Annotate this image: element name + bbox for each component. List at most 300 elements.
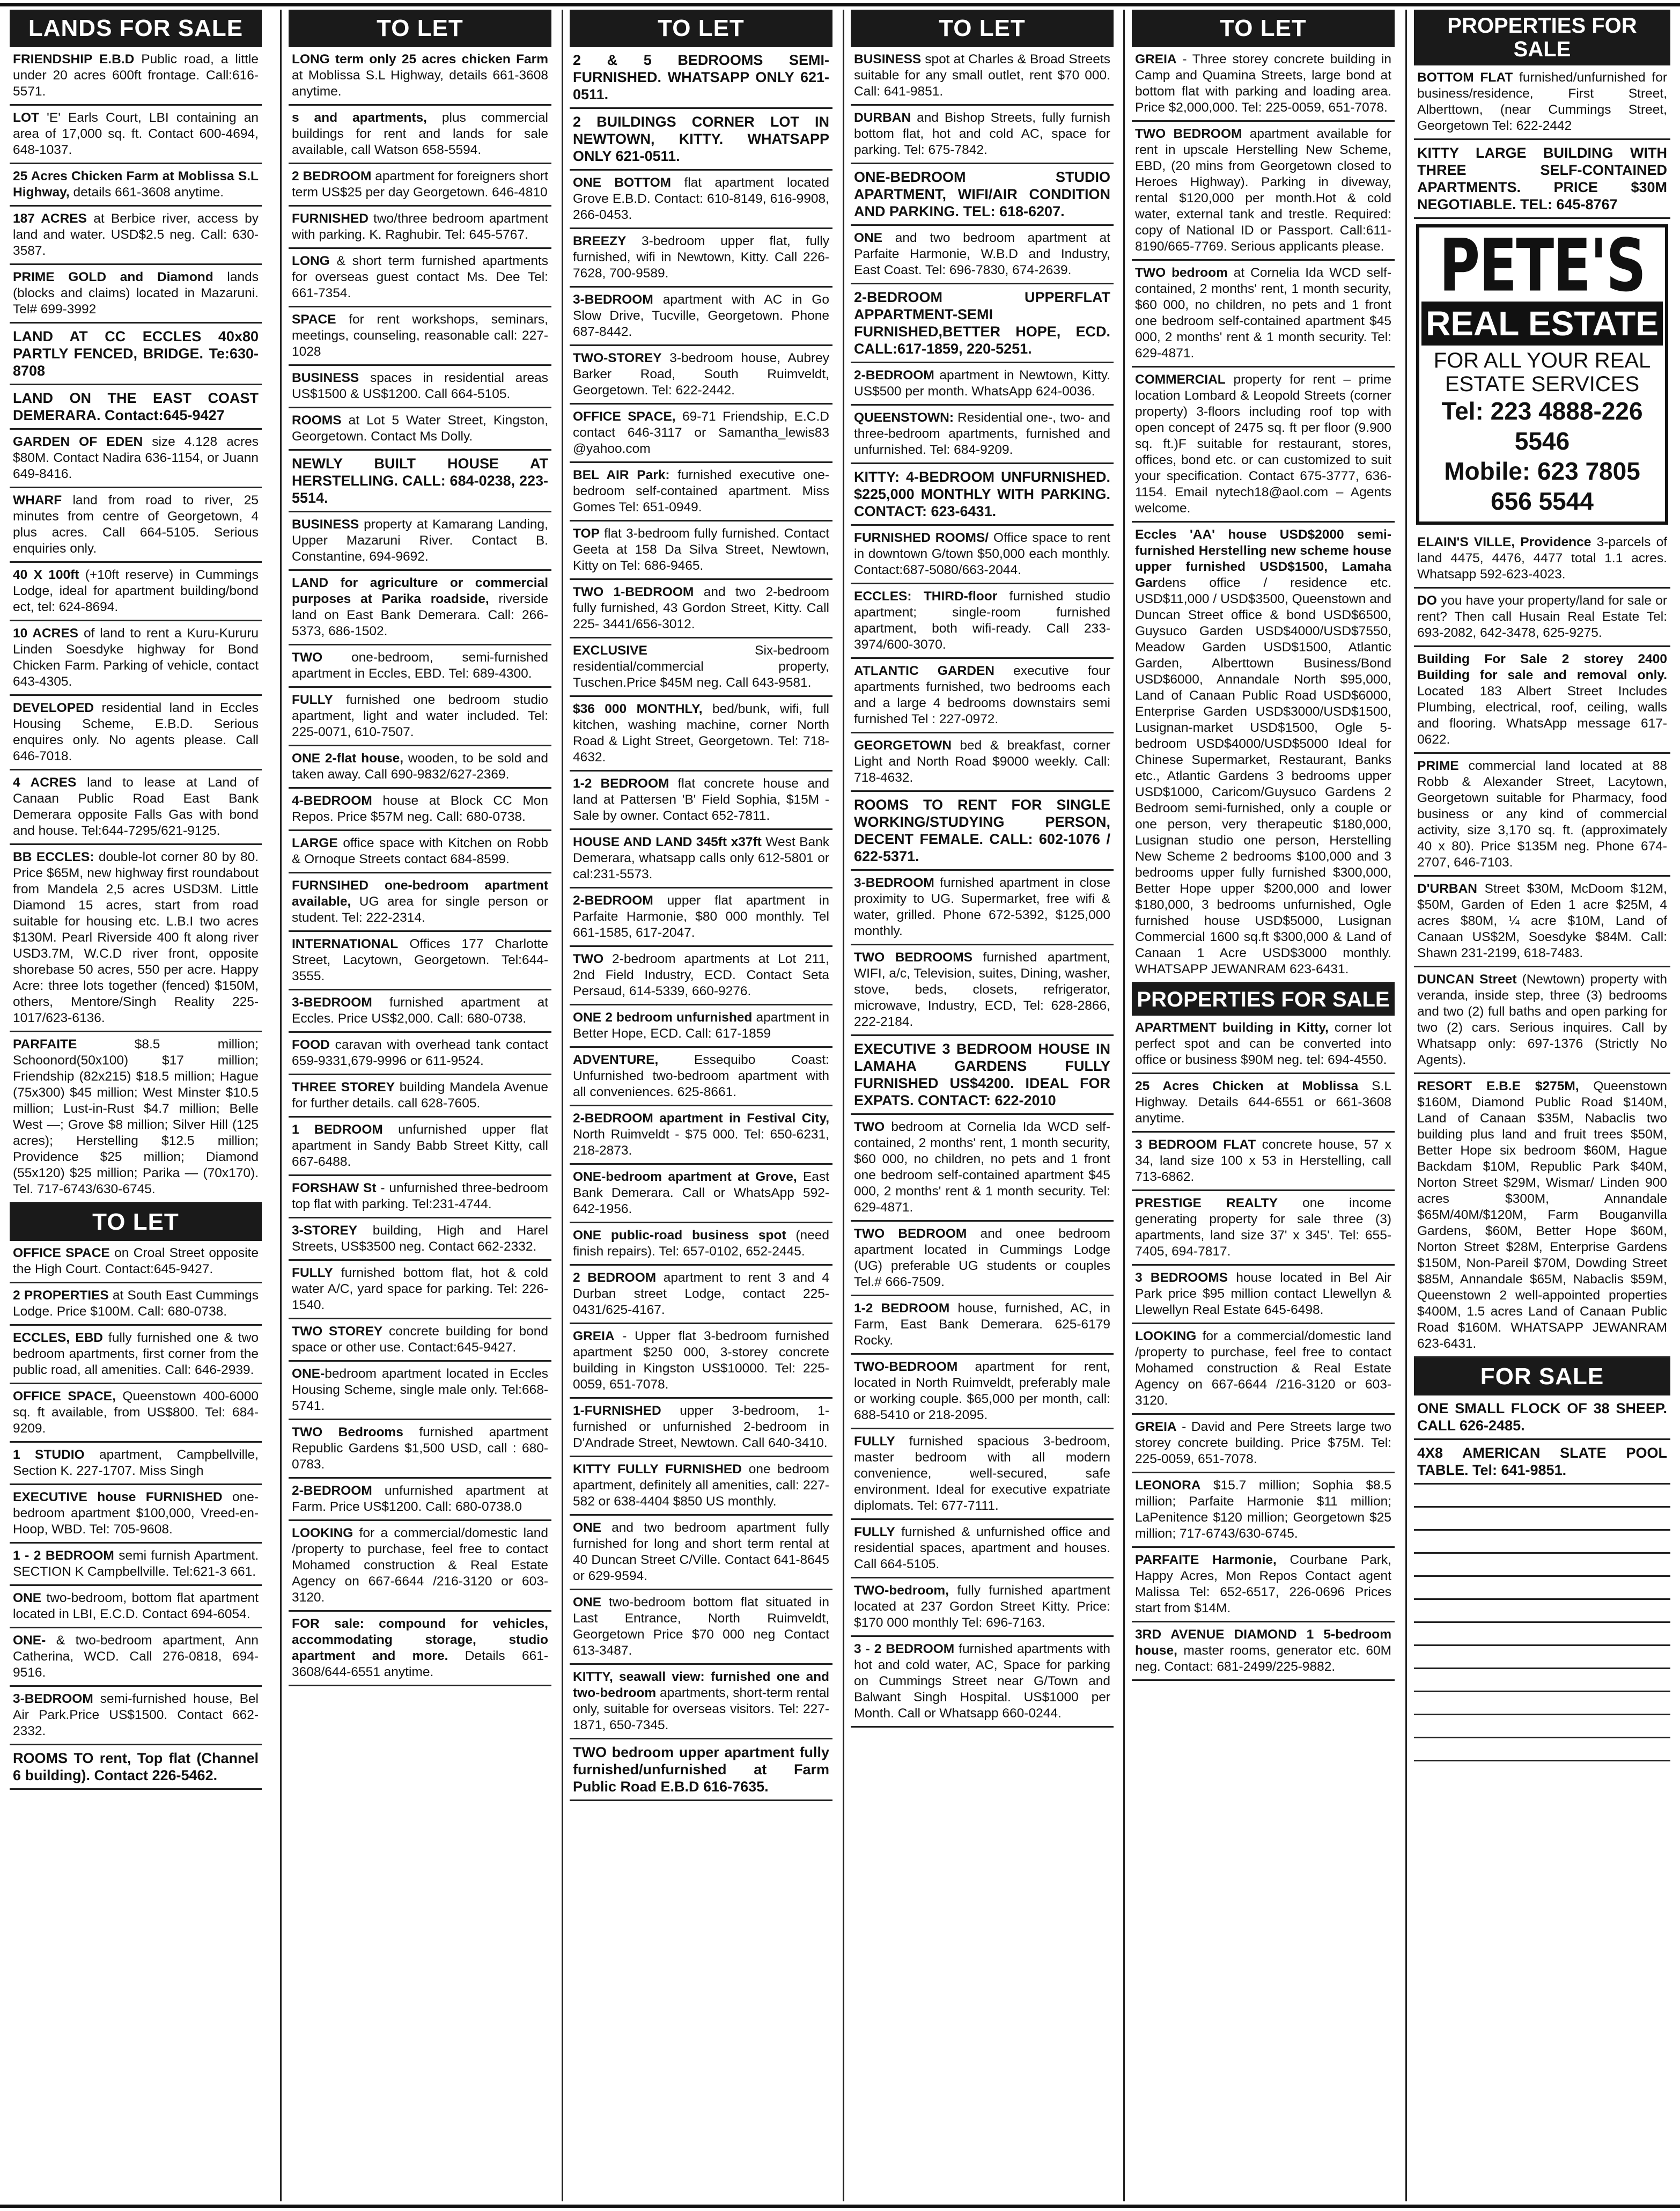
classified-ad xyxy=(289,688,551,746)
classified-ad xyxy=(289,1362,551,1420)
blank-line xyxy=(1414,1554,1670,1577)
section-header: PROPERTIES FOR SALE xyxy=(1414,10,1670,65)
ad-lead: ONE xyxy=(573,1595,602,1610)
classified-ad xyxy=(851,792,1114,871)
classified-ad xyxy=(10,621,262,696)
ad-lead: s and apartments, xyxy=(292,111,427,125)
classified-ad xyxy=(570,1590,832,1665)
logo-tagline: FOR ALL YOUR REAL ESTATE SERVICES xyxy=(1433,349,1651,396)
classified-ad xyxy=(289,1033,551,1075)
ad-lead: BUSINESS xyxy=(292,517,359,532)
ad-lead: GARDEN OF EDEN xyxy=(13,435,143,449)
ad-body: two-bedroom, bottom flat apartment located in LBI, E.C.D. Contact 694-6054. xyxy=(13,1591,259,1621)
classified-ad xyxy=(1132,1473,1395,1548)
ad-lead: 3 BEDROOMS xyxy=(1135,1270,1228,1285)
ad-body: wooden, to be sold and taken away. Call 690-9832/627-2369. xyxy=(292,751,548,782)
ad-body: apartments, short-term rental only, suitable for overseas visitors. Tel: 227-1871, 650-7345. xyxy=(573,1686,829,1732)
petes-real-estate-logo xyxy=(1416,224,1668,525)
ad-body: and two 2-bedroom fully furnished, 43 Gordon Street, Kitty. Call 225- 3441/656-3012. xyxy=(573,585,830,631)
classified-ad xyxy=(570,1165,832,1223)
ad-lead: BEL AIR Park: xyxy=(573,468,670,482)
classified-ad xyxy=(10,265,262,324)
column-lands-for-sale xyxy=(10,10,262,2201)
section-header: PROPERTIES FOR SALE xyxy=(1132,983,1395,1016)
classified-ad xyxy=(289,1420,551,1479)
classified-ad xyxy=(10,1326,262,1384)
ad-lead: 40 X 100ft xyxy=(13,568,79,582)
classified-ad xyxy=(10,1628,262,1687)
ad-body: building Mandela Avenue for further details. call 628-7605. xyxy=(292,1080,548,1111)
ad-lead: TWO xyxy=(292,650,323,665)
ad-lead: FULLY xyxy=(292,693,333,707)
ad-lead: FURNSIHED one-bedroom apartment available, xyxy=(292,878,548,909)
column-to-let-1 xyxy=(289,10,551,2201)
classified-ad xyxy=(851,945,1114,1036)
column-divider xyxy=(562,10,563,2201)
ad-lead: 4X8 AMERICAN SLATE POOL TABLE. Tel: 641-9851. xyxy=(1417,1445,1667,1478)
classified-ad xyxy=(289,1075,551,1118)
classified-ad xyxy=(1414,65,1670,140)
classified-ad xyxy=(851,363,1114,406)
classified-ad xyxy=(570,1516,832,1590)
blank-line xyxy=(1414,1623,1670,1646)
ad-body: lands (blocks and claims) located in Mazaruni. Tel# 699-3992 xyxy=(13,270,259,317)
ad-lead: 2-BEDROOM xyxy=(292,1483,372,1498)
classified-ad xyxy=(851,659,1114,733)
ad-body: furnished & unfurnished office and residential spaces, apartment and houses. Call 664-5105. xyxy=(854,1525,1110,1571)
ad-body: dens office / residence etc. USD$11,000 / USD$3500, Queenstown and Duncan Street office & bond USD$6500, Guysuco Garden USD$4000/USD$7550, Meadow Garden USD$1500, Atlantic Garden, Alberttown Business/Bond USD$6000, Annandale North $95,000, Land of Canaan Public Road USD$6000, Enterprise Garden USD$3000/USD$1500, Lusignan-market USD$1500, Ogle 5-bedroom USD$4000/USD$5000 Ideal for Chinese Supermarket, Restaurant, Banks etc., Atlantic Gardens 3 bedrooms upper USD$1000, Caricom/Guysuco Gardens 2 Bedroom semi-furnished, only a couple or one person, very therapeutic $180,000, Lusignan studio one person, Herstelling New Scheme 2 bedrooms $100,000 and 3 bedrooms upper fully furnished $300,000, Better Hope upper $200,000 and lower $180,000, 3 bedrooms unfurnished, Ogle furnished house USD$5000, Lusignan Commercial 1600 sq.ft $300,000 & Land of Canaan 1 Acre USD$3000 monthly. WHATSAPP JEWANRAM 623-6431. xyxy=(1135,576,1391,976)
column-to-let-4 xyxy=(1132,10,1395,2201)
ad-body: residential land in Eccles Housing Scheme, E.B.D. Serious enquires only. No agents please. Call 646-7018. xyxy=(13,701,259,763)
classified-ad xyxy=(570,1106,832,1165)
classified-ad xyxy=(10,324,262,385)
ad-lead: DEVELOPED xyxy=(13,701,94,715)
classified-ad xyxy=(570,346,832,405)
ad-body: upper flat apartment in Parfaite Harmonie, $80 000 monthly. Tel 661-1585, 617-2047. xyxy=(573,893,829,940)
classified-ad xyxy=(851,1222,1114,1296)
ad-body: for rent workshops, seminars, meetings, counseling, reasonable call: 227-1028 xyxy=(292,312,548,359)
classified-ad xyxy=(851,526,1114,584)
ad-lead: COMMERCIAL xyxy=(1135,372,1226,387)
ad-lead: ROOMS xyxy=(292,413,342,428)
classified-ad xyxy=(570,521,832,580)
ad-lead: 3 - 2 BEDROOM xyxy=(854,1642,955,1656)
ad-body: North Ruimveldt - $75 000. Tel: 650-6231, 218-2873. xyxy=(573,1127,829,1158)
classified-ad xyxy=(289,1612,551,1686)
ad-lead: GREIA xyxy=(1135,52,1177,67)
ad-body: corner lot perfect spot and can be converted into office or business $90M neg. tel: 694-4550. xyxy=(1135,1020,1391,1067)
ad-lead: ONE public-road business spot xyxy=(573,1228,786,1243)
blank-line xyxy=(1414,1692,1670,1715)
classified-ad xyxy=(570,638,832,697)
ad-lead: 25 Acres Chicken at Moblissa xyxy=(1135,1079,1359,1093)
ad-lead: PRESTIGE REALTY xyxy=(1135,1196,1278,1210)
section-header: TO LET xyxy=(10,1203,262,1241)
ad-body: Courbane Park, Happy Acres, Mon Repos Contact agent Malissa Tel: 652-6517, 226-0696 Prices start from $14M. xyxy=(1135,1553,1391,1615)
ad-body: flat apartment located Grove E.B.D. Contact: 610-8149, 616-9908, 266-0453. xyxy=(573,175,830,222)
ad-lead: HOUSE AND LAND 345ft x37ft xyxy=(573,835,762,849)
ad-body: 3-bedroom upper flat, fully furnished, wifi in Newtown, Kitty. Call 226-7628, 700-9589. xyxy=(573,234,829,281)
classified-ad xyxy=(570,229,832,288)
classified-ad xyxy=(570,888,832,947)
ad-body: furnished studio apartment; single-room furnished apartment, both wifi-ready. Call 233-3974/600-3070. xyxy=(854,589,1110,652)
ad-lead: 2 & 5 BEDROOMS SEMI-FURNISHED. WHATSAPP ONLY 621-0511. xyxy=(573,52,829,102)
ad-body: Queenstown $160M, Diamond Public Road $140M, Land of Canaan $35M, Nabaclis two building plus land and fruit trees $50M, Better Hope six bedroom $60M, Hague Backdam $10M, Republic Park $40M, Norton Street $29M, Wismar/ Linden 900 acres $300M, Annandale $65M/40M/$120M, Farm Bouganvilla Gardens, $60M, Better Hope $60M, Norton Street $28M, Enterprise Gardens $150M, Non-Pareil $70M, Dowding Street $85M, Annandale $65M, Nabaclis $59M, Queenstown 2 well-appointed properties $400M, 1.5 acres Land of Canaan Public Road $160M. WHATSAPP JEWANRAM 623-6431. xyxy=(1417,1079,1667,1351)
classified-ad xyxy=(10,1283,262,1326)
classified-ad xyxy=(289,366,551,408)
ad-body: bedroom at Cornelia Ida WCD self-contained, 2 months' rent, 1 month security, $60 000, no children, no pets and 1 front one bedroom self-contained apartment $45 000, 2 months' rent & 1 month security. Tel: 629-4871. xyxy=(854,1120,1110,1215)
ad-body: and two bedroom apartment fully furnished for long and short term rental at 40 Duncan Street C/Ville. Contact 641-8645 or 629-9594. xyxy=(573,1520,829,1583)
classified-ad xyxy=(851,1036,1114,1115)
ad-lead: KITTY FULLY FURNISHED xyxy=(573,1462,742,1477)
ad-lead: $36 000 MONTHLY, xyxy=(573,702,703,716)
ad-lead: ONE-BEDROOM STUDIO APARTMENT, WIFI/AIR CONDITION AND PARKING. TEL: 618-6207. xyxy=(854,169,1110,219)
ad-lead: 2 BEDROOM xyxy=(573,1270,657,1285)
ad-lead: 3-BEDROOM xyxy=(573,292,653,307)
ad-lead: TOP xyxy=(573,526,600,541)
classified-ad xyxy=(1132,1415,1395,1473)
classified-ad xyxy=(289,249,551,307)
ad-body: and Bishop Streets, fully furnish bottom flat, hot and cold AC, space for parking. Tel: 675-7842. xyxy=(854,111,1110,157)
ad-body: commercial land located at 88 Robb & Alexander Street, Lacytown, Georgetown suitable for Pharmacy, food business or any kind of commercial activity, size 3,170 sq. ft. (approximately 40 x 80). Price $135M neg. Phone 674-2707, 646-7103. xyxy=(1417,759,1667,870)
ad-body: fully furnished apartment located at 237 Gordon Street Kitty. Price: $170 000 monthly Tel: 696-7163. xyxy=(854,1583,1110,1630)
ad-lead: FORSHAW St xyxy=(292,1181,377,1195)
ad-body: two-bedroom bottom flat situated in Last Entrance, North Ruimveldt, Georgetown Price $70 000 neg Contact 613-3487. xyxy=(573,1595,829,1658)
ad-lead: ONE xyxy=(573,1520,602,1535)
ad-lead: TWO 1-BEDROOM xyxy=(573,585,694,599)
classified-ad xyxy=(570,463,832,521)
ad-lead: TWO Bedrooms xyxy=(292,1425,403,1439)
logo-mobile: Mobile: 623 7805 656 5544 xyxy=(1444,457,1640,515)
ad-body: you have your property/land for sale or rent? Then call Husain Real Estate Tel: 693-2082, 642-3478, 625-9275. xyxy=(1417,593,1667,640)
classified-ad xyxy=(289,1319,551,1362)
ad-lead: FURNISHED ROOMS/ xyxy=(854,531,989,545)
ad-body: land from road to river, 25 minutes from centre of Georgetown, 4 plus acres. Call 664-5105. Serious enquiries only. xyxy=(13,493,259,556)
ad-body: $15.7 million; Sophia $8.5 million; Parfaite Harmonie $11 million; LaPenitence $120 million; Georgetown $25 million; 717-6743/630-6745. xyxy=(1135,1478,1391,1541)
ad-lead: 1 BEDROOM xyxy=(292,1122,383,1137)
classified-ad xyxy=(289,873,551,932)
ad-body: - David and Pere Streets large two storey concrete building. Price $75M. Tel: 225-0059, 651-7078. xyxy=(1135,1420,1391,1466)
ad-lead: GREIA xyxy=(573,1329,615,1343)
ad-body: bed & breakfast, corner Light and North Road $9000 weekly. Call: 718-4632. xyxy=(854,738,1110,785)
classified-ad xyxy=(289,1218,551,1261)
ad-body: one income generating property for sale three (3) apartments, land size 37' x 345'. Tel: 655-7405, 694-7817. xyxy=(1135,1196,1391,1259)
classified-ad xyxy=(1132,1074,1395,1133)
classified-ad xyxy=(10,563,262,621)
classified-ad xyxy=(1414,1440,1670,1485)
classified-ad xyxy=(851,106,1114,164)
ad-lead: TWO STOREY xyxy=(292,1324,383,1339)
classified-ad xyxy=(1132,122,1395,261)
classified-ad xyxy=(289,1261,551,1319)
top-rule xyxy=(0,3,1680,6)
ad-lead: ONE xyxy=(13,1591,42,1605)
ad-body: - Upper flat 3-bedroom furnished apartment $250 000, 3-storey concrete building in Kingston US$10000. Tel: 225-0059, 651-7078. xyxy=(573,1329,829,1392)
classified-ad xyxy=(289,645,551,688)
ad-lead: ECCLES, EBD xyxy=(13,1331,103,1345)
classified-ad xyxy=(289,307,551,366)
classified-ad xyxy=(851,47,1114,106)
ad-body: riverside land on East Bank Demerara. Call: 266-5373, 686-1502. xyxy=(292,592,549,638)
classified-ad xyxy=(289,789,551,831)
classified-ad xyxy=(1132,1191,1395,1266)
ad-lead: 4-BEDROOM xyxy=(292,794,372,808)
ad-lead: 2 PROPERTIES xyxy=(13,1288,109,1303)
ad-lead: ONE- xyxy=(292,1367,325,1381)
classified-ad xyxy=(570,288,832,346)
ad-lead: KITTY, seawall view: furnished one and two-bedroom xyxy=(573,1670,829,1700)
ad-lead: LONG xyxy=(292,254,330,268)
ad-body: details 661-3608 anytime. xyxy=(69,185,224,200)
classified-ad xyxy=(851,1355,1114,1429)
ad-body: at Lot 5 Water Street, Kingston, Georgetown. Contact Ms Dolly. xyxy=(292,413,548,444)
blank-line xyxy=(1414,1646,1670,1669)
ad-body: Public road, a little under 20 acres 600ft frontage. Call:616-5571. xyxy=(13,52,259,99)
ad-lead: 2-BEDROOM apartment in Festival City, xyxy=(573,1111,829,1126)
section-header: TO LET xyxy=(1132,10,1395,47)
classified-ad xyxy=(10,770,262,845)
classified-ad xyxy=(851,1637,1114,1728)
ad-lead: 3-BEDROOM xyxy=(292,995,372,1010)
ad-lead: DUNCAN Street xyxy=(1417,972,1517,987)
classified-ad xyxy=(570,1005,832,1048)
classified-ad xyxy=(1414,140,1670,219)
ad-lead: PRIME GOLD and Diamond xyxy=(13,270,213,284)
section-header: LANDS FOR SALE xyxy=(10,10,262,47)
ad-body: of land to rent a Kuru-Kururu Linden Soesdyke highway for Bond Chicken Farm. Parking of vehicle, contact 643-4305. xyxy=(13,626,259,689)
ad-lead: 1 STUDIO xyxy=(13,1448,85,1462)
classified-ad xyxy=(1132,1548,1395,1622)
ad-body: $8.5 million; Schoonord(50x100) $17 million; Friendship (82x215) $18.5 million; Hague (75x300) $45 million; West Minster $10.5 million; Lust-in-Rust $4.7 million; Belle West —; Grove $8 million; Silver Hill (125 acres); Herstelling $12.5 million; Providence $25 million; Diamond (55x120) $25 million; Parika — (70x170). Tel. 717-6743/630-6745. xyxy=(13,1037,259,1196)
classified-ad xyxy=(570,1665,832,1739)
classified-ad xyxy=(570,1399,832,1457)
ad-lead: Building For Sale 2 storey 2400 Building for sale and removal only. xyxy=(1417,652,1667,682)
ad-lead: 2-BEDROOM UPPERFLAT APPARTMENT-SEMI FURNISHED,BETTER HOPE, ECD. CALL:617-1859, 220-5251. xyxy=(854,289,1110,357)
ad-body: property at Kamarang Landing, Upper Mazaruni River. Contact B. Constantine, 694-9692. xyxy=(292,517,548,564)
column-divider xyxy=(1123,10,1125,2201)
ad-body: furnished spacious 3-bedroom, master bedroom with all modern convenience, well-secured, safe environment. Ideal for executive expatriate diplomats. Tel: 677-7111. xyxy=(854,1434,1110,1513)
classified-ad xyxy=(1132,523,1395,983)
ad-lead: FULLY xyxy=(292,1266,333,1280)
classified-ad xyxy=(10,488,262,563)
classified-ad xyxy=(570,580,832,638)
ad-lead: EXECUTIVE 3 BEDROOM HOUSE IN LAMAHA GARDENS FULLY FURNISHED US$4200. IDEAL FOR EXPATS. CONTACT: 622-2010 xyxy=(854,1041,1110,1108)
ad-body: Office space to rent in downtown G/town $50,000 each monthly. Contact:687-5080/663-2044. xyxy=(854,531,1111,577)
ad-body: 3-parcels of land 4475, 4476, 4477 total 1.1 acres. Whatsapp 592-623-4023. xyxy=(1417,535,1667,582)
classified-ad xyxy=(289,1521,551,1612)
section-header: FOR SALE xyxy=(1414,1358,1670,1395)
ad-lead: 1-2 BEDROOM xyxy=(854,1301,950,1316)
ad-body: Located 183 Albert Street Includes Plumbing, electrical, roof, ceiling, walls and flooring. WhatsApp message 617-0622. xyxy=(1417,684,1667,747)
classified-ad xyxy=(1414,1395,1670,1440)
ad-lead: ONE-bedroom apartment at Grove, xyxy=(573,1170,797,1184)
ad-lead: PRIME xyxy=(1417,759,1459,773)
classified-ad xyxy=(10,47,262,106)
blank-line xyxy=(1414,1508,1670,1531)
classified-ad xyxy=(289,1176,551,1218)
ad-lead: BUSINESS xyxy=(854,52,922,67)
blank-line xyxy=(1414,1577,1670,1600)
classified-ad xyxy=(289,512,551,571)
classified-ad xyxy=(570,697,832,772)
classified-ad xyxy=(570,1223,832,1266)
ad-lead: BOTTOM FLAT xyxy=(1417,70,1513,85)
ad-body: furnished/unfurnished for business/residence, First Street, Alberttown, (near Cummings Street, Georgetown Tel: 622-2442 xyxy=(1417,70,1667,133)
ad-body: UG area for single person or student. Tel: 222-2314. xyxy=(292,894,548,925)
classified-ad xyxy=(289,1479,551,1521)
classified-ad xyxy=(10,1745,262,1790)
ad-lead: LONG term only 25 acres chicken Farm xyxy=(292,52,548,67)
classified-ad xyxy=(289,207,551,249)
ad-body: plus commercial buildings for rent and lands for sale available, call Watson 658-5594. xyxy=(292,111,548,157)
classified-ad xyxy=(570,47,832,109)
ad-lead: KITTY LARGE BUILDING WITH THREE SELF-CONTAINED APARTMENTS. PRICE $30M NEGOTIABLE. TEL: 645-8767 xyxy=(1417,145,1667,212)
ad-body: Residential one-, two- and three-bedroom apartments, furnished and unfurnished. Tel: 684-9209. xyxy=(854,410,1110,457)
classified-ad xyxy=(570,772,832,830)
classified-ad xyxy=(1414,967,1670,1074)
classified-ad xyxy=(10,1544,262,1586)
ad-lead: ONE SMALL FLOCK OF 38 SHEEP. CALL 626-2485. xyxy=(1417,1400,1667,1434)
ad-body: office space with Kitchen on Robb & Ornoque Streets contact 684-8599. xyxy=(292,836,548,866)
ad-body: concrete building for bond space or other use. Contact:645-9427. xyxy=(292,1324,548,1355)
ad-body: Essequibo Coast: Unfurnished two-bedroom apartment with all conveniences. 625-8661. xyxy=(573,1053,829,1099)
ad-lead: PARFAITE Harmonie, xyxy=(1135,1553,1277,1567)
ad-lead: LEONORA xyxy=(1135,1478,1201,1493)
ad-lead: 187 ACRES xyxy=(13,211,87,226)
classified-ad xyxy=(289,408,551,451)
ad-lead: LAND ON THE EAST COAST DEMERARA. Contact:645-9427 xyxy=(13,390,259,423)
ad-body: Queenstown 400-6000 sq. ft available, from US$800. Tel: 684-9209. xyxy=(13,1389,259,1436)
ad-body: bed/bunk, wifi, full kitchen, washing machine, corner North Road & Light Street, Georgetown. Tel: 718-4632. xyxy=(573,702,829,765)
ad-body: semi-furnished house, Bel Air Park.Price US$1500. Contact 662-2332. xyxy=(13,1692,259,1738)
classified-ad xyxy=(289,451,551,512)
ad-lead: KITTY: 4-BEDROOM UNFURNISHED. $225,000 MONTHLY WITH PARKING. CONTACT: 623-6431. xyxy=(854,469,1110,519)
ad-lead: 10 ACRES xyxy=(13,626,79,641)
ad-body: apartment to rent 3 and 4 Durban street Lodge, contact 225-0431/625-4167. xyxy=(573,1270,829,1317)
ad-lead: LARGE xyxy=(292,836,338,850)
blank-line xyxy=(1414,1531,1670,1554)
classified-ad xyxy=(289,571,551,645)
ad-body: and onee bedroom apartment located in Cummings Lodge (UG) preferable UG students or couples Tel.# 666-7509. xyxy=(854,1226,1110,1289)
logo-sub: REAL ESTATE xyxy=(1421,302,1663,346)
ad-body: for a commercial/domestic land /property to purchase, feel free to contact Mohamed construction & Real Estate Agency on 667-6644 /216-3120 or 603-3120. xyxy=(292,1526,548,1605)
ad-body: one bedroom apartment, definitely all amenities, call: 227-582 or 638-4404 $850 US monthly. xyxy=(573,1462,830,1509)
ad-lead: ONE BOTTOM xyxy=(573,175,672,190)
blank-line xyxy=(1414,1669,1670,1692)
ad-body: land to lease at Land of Canaan Public Road East Bank Demerara opposite Falls Gas with bond and house. Tel:644-7295/621-9125. xyxy=(13,775,259,838)
classified-ad xyxy=(10,1687,262,1745)
ad-body: Street $30M, McDoom $12M, $50M, Garden of Eden 1 acre $25M, 4 acres $80M, ¼ acre $10M, Land of Canaan US$2M, Soesdyke $84M. Call: Shawn 231-2199, 618-7483. xyxy=(1417,882,1667,960)
ad-lead: OFFICE SPACE, xyxy=(13,1389,116,1404)
classified-ad xyxy=(1132,1133,1395,1191)
classified-ad xyxy=(10,1241,262,1283)
blank-line xyxy=(1414,1485,1670,1508)
classified-ad xyxy=(570,405,832,463)
classified-ad xyxy=(570,1048,832,1106)
ad-body: Six-bedroom residential/commercial property, Tuschen.Price $45M neg. Call 643-9581. xyxy=(573,643,829,690)
classified-ad xyxy=(1414,589,1670,647)
classified-ad xyxy=(570,947,832,1005)
ad-body: West Bank Demerara, whatsapp calls only 612-5801 or cal:231-5573. xyxy=(573,835,829,882)
column-to-let-3 xyxy=(851,10,1114,2201)
classified-ad xyxy=(10,1586,262,1628)
ad-body: apartment with AC in Go Slow Drive, Tucville, Georgetown. Phone 687-8442. xyxy=(573,292,829,339)
section-header: TO LET xyxy=(851,10,1114,47)
classified-ad xyxy=(570,1324,832,1399)
ad-lead: TWO BEDROOM xyxy=(854,1226,967,1241)
classified-ad xyxy=(10,845,262,1032)
ad-lead: TWO-STOREY xyxy=(573,351,662,365)
column-divider xyxy=(1405,10,1407,2201)
classified-ad xyxy=(289,47,551,106)
classified-ad xyxy=(851,871,1114,945)
ad-lead: FOOD xyxy=(292,1038,330,1052)
classified-ad xyxy=(10,1443,262,1485)
ad-lead: 3-STOREY xyxy=(292,1223,358,1238)
ad-body: & two-bedroom apartment, Ann Catherina, WCD. Call 276-0818, 694-9516. xyxy=(13,1633,259,1680)
ad-body: fully furnished one & two bedroom apartments, first corner from the public road, all amenities. Call: 646-2939. xyxy=(13,1331,259,1377)
ad-body: furnished apartment, WIFI, a/c, Television, suites, Dining, washer, stove, beds, closets, refrigerator, microwave, Industry, ECD, Tel: 628-2866, 222-2184. xyxy=(854,950,1110,1029)
classified-ad xyxy=(289,746,551,789)
ad-lead: 3-BEDROOM xyxy=(854,876,934,890)
ad-lead: NEWLY BUILT HOUSE AT HERSTELLING. CALL: 684-0238, 223-5514. xyxy=(292,456,548,506)
ad-lead: INTERNATIONAL xyxy=(292,937,399,951)
classified-ad xyxy=(851,406,1114,464)
ad-lead: TWO BEDROOM xyxy=(1135,127,1242,141)
ad-body: one-bedroom apartment $100,000, Vreed-en-Hoop, WBD. Tel: 705-9608. xyxy=(13,1490,259,1537)
blank-line xyxy=(1414,1600,1670,1623)
column-divider xyxy=(280,10,282,2201)
ad-lead: FURNISHED xyxy=(292,211,369,226)
classified-ad xyxy=(851,164,1114,226)
logo-name: PETE'S xyxy=(1439,223,1645,308)
classified-ad xyxy=(851,1296,1114,1355)
logo-tel: Tel: 223 4888-226 5546 xyxy=(1441,397,1643,455)
ad-lead: OFFICE SPACE xyxy=(13,1246,110,1260)
ad-body: house located in Bel Air Park price $95 million contact Llewellyn & Llewellyn Real Estate 645-6498. xyxy=(1135,1270,1391,1317)
classified-ad xyxy=(10,106,262,164)
ad-body: furnished apartment in close proximity to UG. Supermarket, free wifi & water, grilled. Phone 672-5392, $125,000 monthly. xyxy=(854,876,1110,938)
classified-ad xyxy=(570,1739,832,1801)
ad-body: concrete house, 57 x 34, land size 100 x 53 in Herstelling, call 713-6862. xyxy=(1135,1137,1391,1184)
classified-ad xyxy=(289,106,551,164)
ad-lead: TWO-bedroom, xyxy=(854,1583,949,1598)
classified-ad xyxy=(1132,261,1395,368)
classified-ad xyxy=(10,1485,262,1544)
ad-body: - unfurnished three-bedroom top flat with parking. Tel:231-4744. xyxy=(292,1181,548,1211)
classified-ad xyxy=(1414,530,1670,589)
classified-ad xyxy=(570,109,832,171)
section-header: TO LET xyxy=(289,10,551,47)
ad-lead: SPACE xyxy=(292,312,336,327)
ad-body: house, furnished, AC, in Farm, East Bank Demerara. 625-6179 Rocky. xyxy=(854,1301,1110,1348)
classified-ad xyxy=(1414,1074,1670,1358)
classified-ad xyxy=(10,1032,262,1203)
ad-body: master rooms, generator etc. 60M neg. Contact: 681-2499/225-9882. xyxy=(1135,1643,1391,1674)
ad-lead: APARTMENT building in Kitty, xyxy=(1135,1020,1329,1035)
ad-body: 'E' Earls Court, LBI containing an area of 17,000 sq. ft. Contact 600-4694, 648-1037. xyxy=(13,111,259,157)
ad-body: unfurnished apartment at Farm. Price US$1200. Call: 680-0738.0 xyxy=(292,1483,548,1514)
ad-lead: 1-FURNISHED xyxy=(573,1404,661,1418)
ad-body: apartment for foreigners short term US$25 per day Georgetown. 646-4810 xyxy=(292,169,548,200)
classified-ad xyxy=(1414,877,1670,967)
classified-ad xyxy=(851,733,1114,792)
classified-ad xyxy=(570,171,832,229)
ad-body: (+10ft reserve) in Cummings Lodge, ideal for apartment building/bond ect, tel: 624-8694. xyxy=(13,568,259,614)
ad-lead: EXECUTIVE house FURNISHED xyxy=(13,1490,223,1504)
ad-body: apartment in Better Hope, ECD. Call: 617-1859 xyxy=(573,1010,829,1041)
ad-lead: TWO bedroom upper apartment fully furnished/unfurnished at Farm Public Road E.B.D 616-7635. xyxy=(573,1744,829,1795)
